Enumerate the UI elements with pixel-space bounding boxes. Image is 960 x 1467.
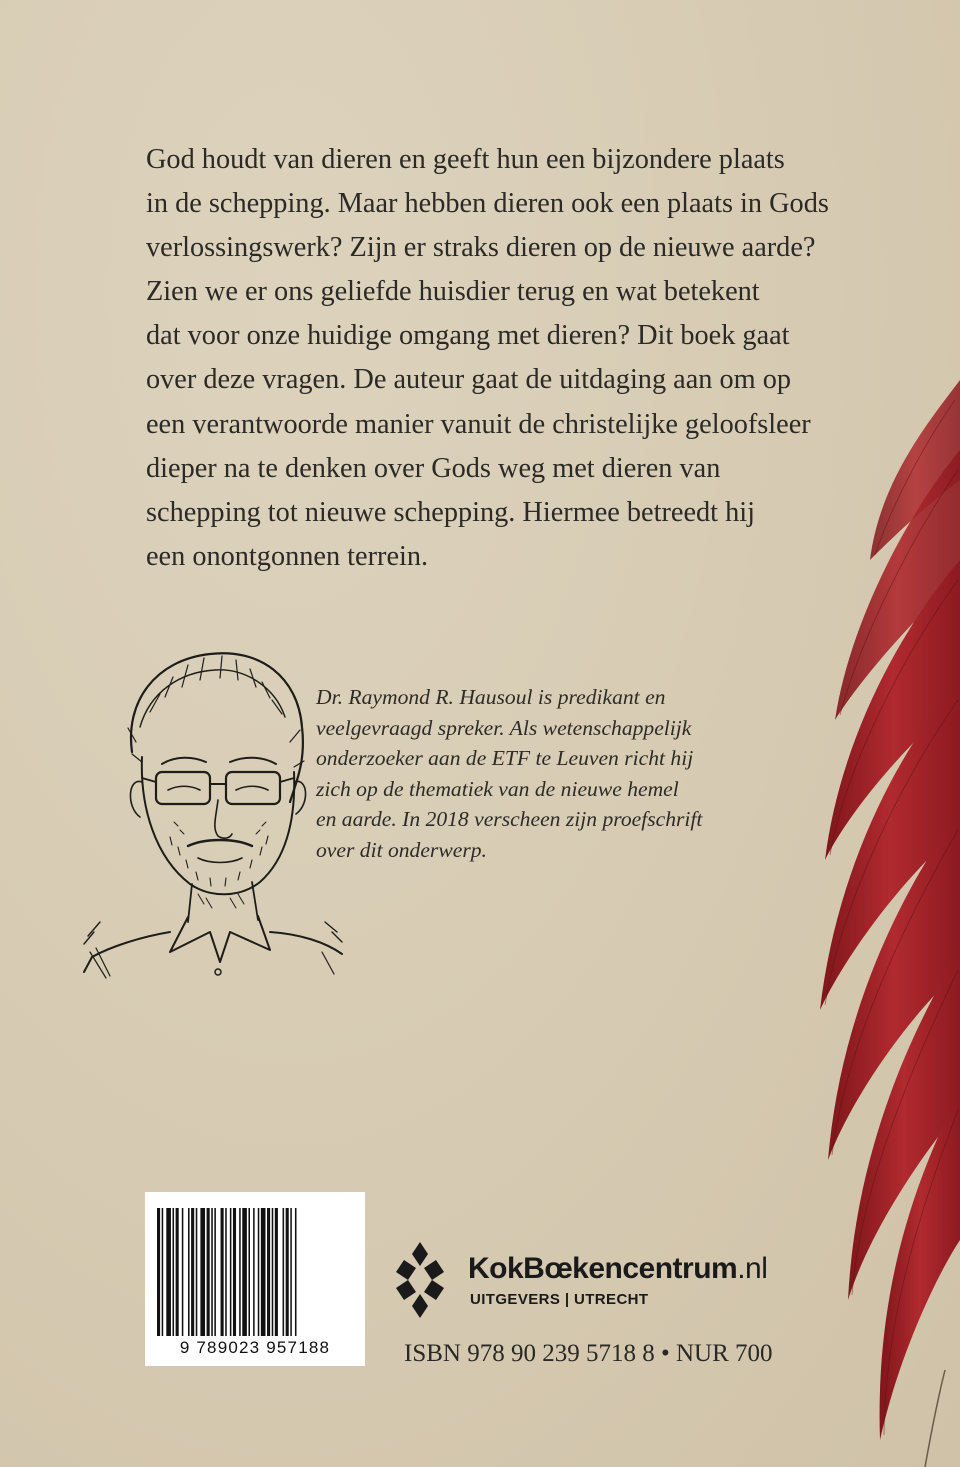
back-cover-blurb [146, 138, 829, 579]
barcode-bar [200, 1208, 205, 1336]
barcode-bar [196, 1208, 198, 1336]
barcode-bar [253, 1208, 255, 1336]
barcode-bar [242, 1208, 247, 1336]
barcode-bar [248, 1208, 250, 1336]
barcode-bar [225, 1208, 227, 1336]
isbn-nur-line: ISBN 978 90 239 5718 8 • NUR 700 [404, 1340, 773, 1367]
barcode-bar [176, 1208, 179, 1336]
blurb-line: Zien we er ons geliefde huisdier terug en wat betekent [146, 276, 760, 308]
barcode-bar [295, 1208, 297, 1336]
barcode-bar [182, 1208, 184, 1336]
barcode-bar [230, 1208, 232, 1336]
barcode-bar [157, 1208, 160, 1336]
barcode-bar [239, 1208, 241, 1336]
bio-line: zich op de thematiek van de nieuwe hemel [316, 776, 679, 801]
bio-line: onderzoeker aan de ETF te Leuven richt hij [316, 746, 694, 771]
blurb-line: over deze vragen. De auteur gaat de uitdaging aan om op [146, 364, 792, 396]
barcode-bar [188, 1208, 190, 1336]
author-bio [316, 682, 776, 866]
barcode-bar [261, 1208, 266, 1336]
barcode-bar [286, 1208, 289, 1336]
blurb-line: in de schepping. Maar hebben dieren ook een plaats in Gods [146, 188, 829, 220]
barcode-bar [258, 1208, 260, 1336]
barcode-bar [166, 1208, 171, 1336]
barcode-bar [173, 1208, 175, 1336]
isbn-barcode [145, 1192, 365, 1366]
bio-line: en aarde. In 2018 verscheen zijn proefschrift [316, 807, 703, 832]
barcode-bar [233, 1208, 236, 1336]
publisher-logo-icon [394, 1240, 446, 1320]
blurb-line: een onontgonnen terrein. [146, 540, 429, 572]
barcode-bar [162, 1208, 164, 1336]
publisher-name [468, 1252, 767, 1286]
publisher-name-tld: .nl [737, 1252, 768, 1285]
barcode-bar [283, 1208, 285, 1336]
bio-line: over dit onderwerp. [316, 837, 487, 862]
bio-line: veelgevraagd spreker. Als wetenschappelijk [316, 715, 692, 740]
publisher-name-main: KokBœkencentrum [468, 1252, 738, 1285]
barcode-bar [290, 1208, 292, 1336]
barcode-bar [275, 1208, 278, 1336]
blurb-line: verlossingswerk? Zijn er straks dieren op de nieuwe aarde? [146, 232, 816, 264]
blurb-line: een verantwoorde manier vanuit de christelijke geloofsleer [146, 408, 811, 440]
barcode-bar [191, 1208, 194, 1336]
bio-line: Dr. Raymond R. Hausoul is predikant en [316, 685, 666, 709]
barcode-bar [214, 1208, 216, 1336]
barcode-bar [272, 1208, 274, 1336]
blurb-line: schepping tot nieuwe schepping. Hiermee betreedt hij [146, 496, 755, 528]
blurb-line: God houdt van dieren en geeft hun een bijzondere plaats [146, 144, 785, 175]
barcode-bar [267, 1208, 270, 1336]
barcode-digits: 9 789023 957188 [179, 1338, 331, 1357]
barcode-bar [207, 1208, 210, 1336]
barcode-bar [221, 1208, 224, 1336]
barcode-bar [211, 1208, 213, 1336]
publisher-subtitle: UITGEVERS | UTRECHT [470, 1291, 649, 1308]
blurb-line: dieper na te denken over Gods weg met dieren van [146, 452, 721, 484]
blurb-line: dat voor onze huidige omgang met dieren? Dit boek gaat [146, 320, 790, 352]
